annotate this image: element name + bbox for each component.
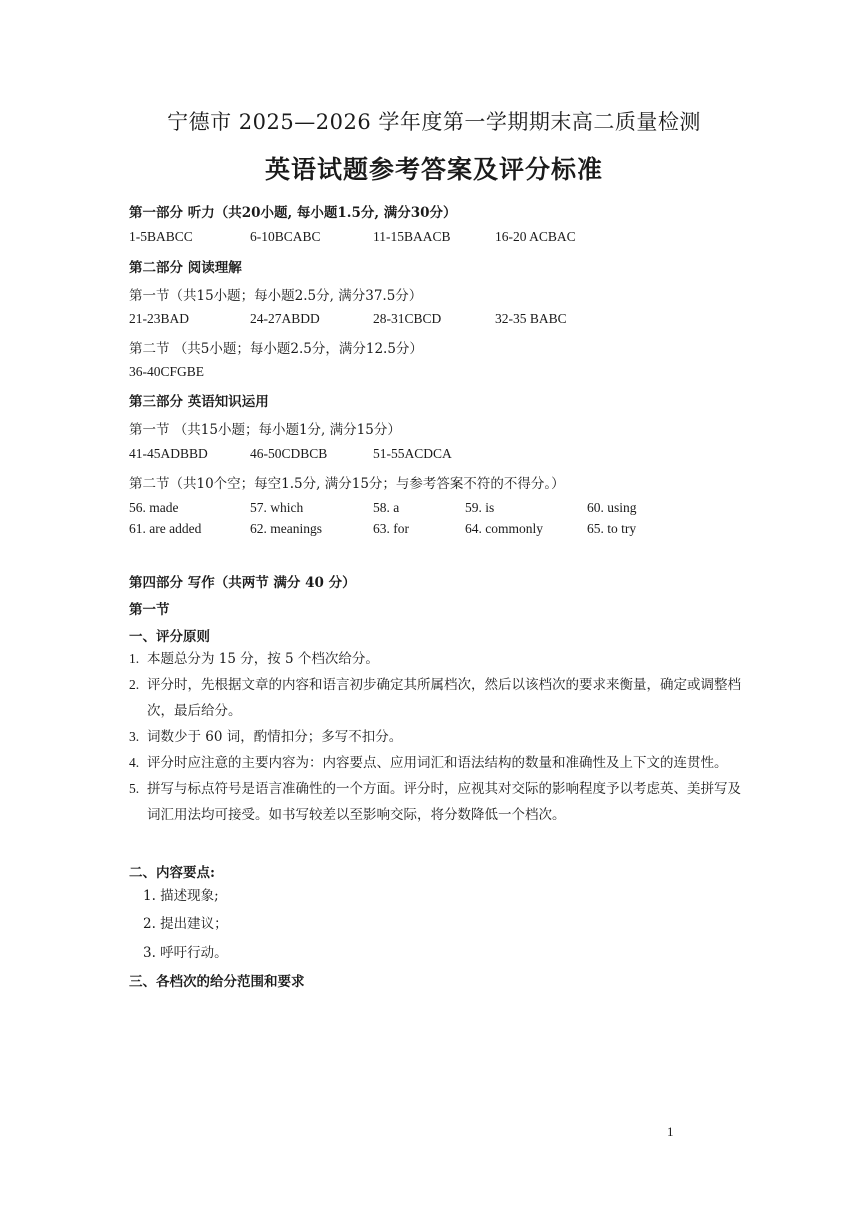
part3-section1-heading: 第一节 （共15小题；每小题1分, 满分15分） xyxy=(129,422,401,438)
blank-answer: 63. for xyxy=(373,521,409,536)
principles-list xyxy=(129,646,744,828)
part3-section2-heading: 第二节（共10个空；每空1.5分, 满分15分；与参考答案不符的不得分。） xyxy=(129,476,565,492)
levels-heading: 三、各档次的给分范围和要求 xyxy=(129,974,305,990)
exam-title: 宁德市 2025—2026 学年度第一学期期末高二质量检测 xyxy=(167,110,701,134)
answer-group: 16-20 ACBAC xyxy=(495,229,576,244)
part2-section1-heading: 第一节（共15小题；每小题2.5分, 满分37.5分） xyxy=(129,288,423,304)
content-points-heading: 二、内容要点: xyxy=(129,865,215,881)
answer-group: 46-50CDBCB xyxy=(250,446,328,461)
principle-item: 4. 评分时应注意的主要内容为：内容要点、应用词汇和语法结构的数量和准确性及上下文的连贯性。 xyxy=(129,755,728,771)
blank-answer: 59. is xyxy=(465,500,495,515)
answer-group: 21-23BAD xyxy=(129,311,189,326)
part3-heading: 第三部分 英语知识运用 xyxy=(129,394,269,410)
blank-answer: 58. a xyxy=(373,500,400,515)
page-number: 1 xyxy=(667,1124,674,1139)
part4-section1-heading: 第一节 xyxy=(129,602,170,618)
part2-heading: 第二部分 阅读理解 xyxy=(129,260,242,276)
blank-answer: 61. are added xyxy=(129,521,202,536)
blank-answer: 60. using xyxy=(587,500,637,515)
principles-heading: 一、评分原则 xyxy=(129,629,210,645)
part4-heading: 第四部分 写作（共两节 满分 40 分） xyxy=(129,575,356,591)
document-subtitle: 英语试题参考答案及评分标准 xyxy=(264,155,603,184)
answer-group: 11-15BAACB xyxy=(373,229,451,244)
answer-group: 32-35 BABC xyxy=(495,311,567,326)
blank-answer: 62. meanings xyxy=(250,521,322,536)
part1-heading: 第一部分 听力（共20小题, 每小题1.5分, 满分30分） xyxy=(129,205,457,221)
answer-group: 41-45ADBBD xyxy=(129,446,208,461)
answer-group: 24-27ABDD xyxy=(250,311,320,326)
part2-section2-heading: 第二节 （共5小题；每小题2.5分，满分12.5分） xyxy=(129,341,423,357)
principle-item: 1. 本题总分为 15 分，按 5 个档次给分。 xyxy=(129,651,379,667)
content-point: 3. 呼吁行动。 xyxy=(143,945,228,961)
blank-answer: 56. made xyxy=(129,500,179,515)
answer-group: 1-5BABCC xyxy=(129,229,193,244)
principle-item: 3. 词数少于 60 词，酌情扣分；多写不扣分。 xyxy=(129,729,403,745)
principle-item: 5. 拼写与标点符号是语言准确性的一个方面。评分时，应视其对交际的影响程度予以考虑英、美拼写及词汇用法均可接受。如书写较差以至影响交际，将分数降低一个档次。 xyxy=(129,781,741,823)
answer-group: 51-55ACDCA xyxy=(373,446,452,461)
content-point: 1. 描述现象; xyxy=(143,888,219,904)
blank-answer: 64. commonly xyxy=(465,521,543,536)
answer-group: 28-31CBCD xyxy=(373,311,442,326)
blank-answer: 65. to try xyxy=(587,521,637,536)
principle-item: 2. 评分时，先根据文章的内容和语言初步确定其所属档次，然后以该档次的要求来衡量，确定或调整档次，最后给分。 xyxy=(129,677,741,719)
answer-group: 6-10BCABC xyxy=(250,229,321,244)
answer-group: 36-40CFGBE xyxy=(129,364,205,379)
blank-answer: 57. which xyxy=(250,500,304,515)
content-point: 2. 提出建议； xyxy=(143,916,228,932)
